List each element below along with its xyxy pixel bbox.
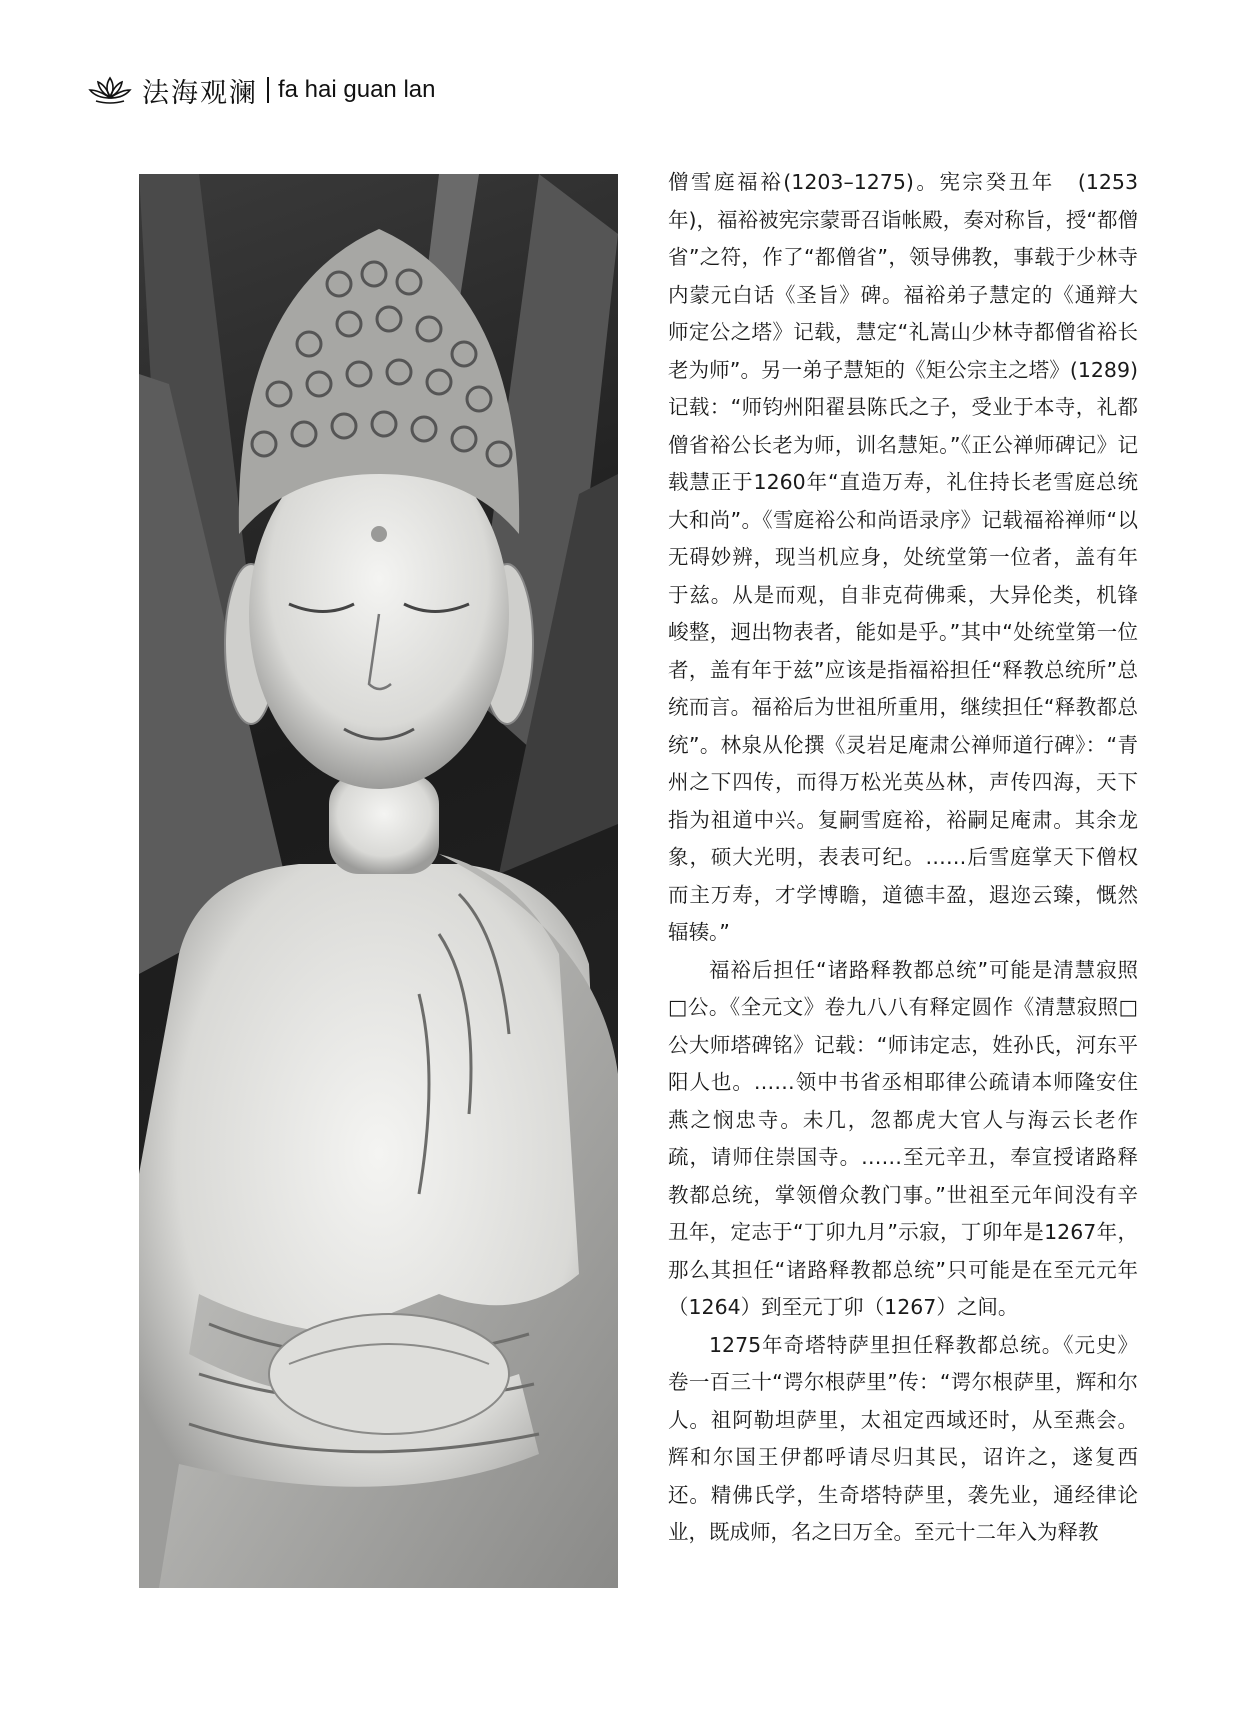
buddha-statue-image [139, 174, 618, 1588]
article-text [668, 164, 1138, 1552]
article-paragraph: 1275年奇塔特萨里担任释教都总统。《元史》卷一百三十“谔尔根萨里”传：“谔尔根萨里，辉和尔人。祖阿勒坦萨里，太祖定西域还时，从至燕会。辉和尔国王伊都呼请尽归其民，诏许之，遂复西还。精佛氏学，生奇塔特萨里，袭先业，通经律论业，既成师，名之曰万全。至元十二年入为释教 [668, 1332, 1138, 1544]
magazine-title-en: fa hai guan lan [278, 76, 436, 103]
header-divider [267, 77, 269, 103]
page-header [88, 70, 435, 110]
article-paragraph: 僧雪庭福裕(1203–1275)。宪宗癸丑年 (1253年)，福裕被宪宗蒙哥召诣帐殿，奏对称旨，授“都僧省”之符，作了“都僧省”，领导佛教，事载于少林寺内蒙元白话《圣旨》碑。福裕弟子慧定的《通辩大师定公之塔》记载，慧定“礼嵩山少林寺都僧省裕长老为师”。另一弟子慧矩的《矩公宗主之塔》(1289)记载：“师钧州阳翟县陈氏之子，受业于本寺，礼都僧省裕公长老为师，训名慧矩。”《正公禅师碑记》记载慧正于1260年“直造万寿，礼住持长老雪庭总统大和尚”。《雪庭裕公和尚语录序》记载福裕禅师“以无碍妙辨，现当机应身，处统堂第一位者，盖有年于兹。从是而观，自非克荷佛乘，大异伦类，机锋峻整，迥出物表者，能如是乎。”其中“处统堂第一位者，盖有年于兹”应该是指福裕担任“释教总统所”总统而言。福裕后为世祖所重用，继续担任“释教都总统”。林泉从伦撰《灵岩足庵肃公禅师道行碑》：“青州之下四传，而得万松光英丛林，声传四海，天下指为祖道中兴。复嗣雪庭裕，裕嗣足庵肃。其余龙象，硕大光明，表表可纪。……后雪庭掌天下僧权而主万寿，才学博瞻，道德丰盈，遐迩云臻，慨然辐辏。” [668, 170, 1138, 944]
lotus-icon [88, 75, 132, 105]
article-paragraph: 福裕后担任“诸路释教都总统”可能是清慧寂照□公。《全元文》卷九八八有释定圆作《清慧寂照□公大师塔碑铭》记载：“师讳定志，姓孙氏，河东平阳人也。……领中书省丞相耶律公疏请本师隆安住燕之悯忠寺。未几，忽都虎大官人与海云长老作疏，请师住崇国寺。……至元辛丑，奉宣授诸路释教都总统，掌领僧众教门事。”世祖至元年间没有辛丑年，定志于“丁卯九月”示寂，丁卯年是1267年，那么其担任“诸路释教都总统”只可能是在至元元年（1264）到至元丁卯（1267）之间。 [668, 957, 1138, 1319]
magazine-title-cn: 法海观澜 [142, 77, 258, 109]
